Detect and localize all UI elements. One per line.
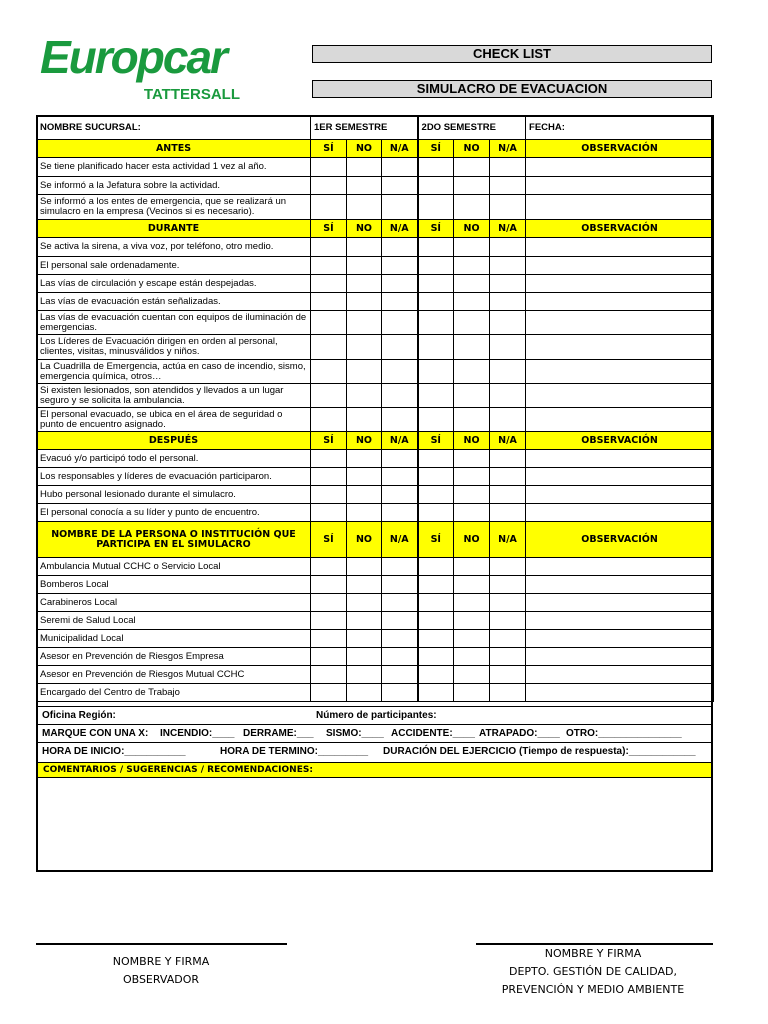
check-list-title: CHECK LIST [312,45,712,63]
col-si-header: SÍ [418,432,454,450]
durante-item: La Cuadrilla de Emergencia, actúa en caso de incendio, sismo, emergencia química, otros… [37,360,311,384]
antes-label: ANTES [37,140,311,158]
participantes-item: Asesor en Prevención de Riesgos Mutual CCHC [37,666,311,684]
col-si-header: SÍ [311,522,347,558]
col-no-header: NO [454,220,490,238]
hora-inicio-field[interactable]: HORA DE INICIO:___________ [42,746,186,757]
signature-depto [468,945,718,999]
participantes-item: Encargado del Centro de Trabajo [37,684,311,702]
col-na-header: N/A [490,522,526,558]
col-obs-header: OBSERVACIÓN [526,522,714,558]
sismo-field[interactable]: SISMO:____ [326,728,384,739]
col-si-header: SÍ [311,140,347,158]
col-no-header: NO [454,140,490,158]
col-no-header: NO [347,220,382,238]
col-obs-header: OBSERVACIÓN [526,432,714,450]
col-si-header: SÍ [311,220,347,238]
durante-item: El personal sale ordenadamente. [37,257,311,275]
marque-label: MARQUE CON UNA X: [42,728,149,739]
durante-label: DURANTE [37,220,311,238]
col-no-header: NO [347,140,382,158]
comentarios-header: COMENTARIOS / SUGERENCIAS / RECOMENDACIONES: [37,762,712,778]
incendio-field[interactable]: INCENDIO:____ [160,728,235,739]
col-si-header: SÍ [418,220,454,238]
participantes-item: Municipalidad Local [37,630,311,648]
logo-brand: Europcar [40,31,226,83]
col-no-header: NO [454,432,490,450]
fecha-label: FECHA: [526,116,714,140]
durante-item: Las vías de circulación y escape están despejadas. [37,275,311,293]
durante-item: Las vías de evacuación cuentan con equipos de iluminación de emergencias. [37,311,311,335]
col-obs-header: OBSERVACIÓN [526,220,714,238]
signature-depto-line1: NOMBRE Y FIRMA [544,947,642,960]
signature-observador [61,953,261,989]
col-na-header: N/A [490,432,526,450]
col-no-header: NO [454,522,490,558]
col-na-header: N/A [490,140,526,158]
despues-item: Los responsables y líderes de evacuación participaron. [37,468,311,486]
despues-item: Evacuó y/o participó todo el personal. [37,450,311,468]
participantes-item: Ambulancia Mutual CCHC o Servicio Local [37,558,311,576]
signature-observador-line2: OBSERVADOR [122,973,200,986]
antes-item: Se tiene planificado hacer esta actividad 1 vez al año. [37,158,311,177]
participantes-item: Asesor en Prevención de Riesgos Empresa [37,648,311,666]
derrame-field[interactable]: DERRAME:___ [243,728,314,739]
col-na-header: N/A [382,140,418,158]
col-si-header: SÍ [418,140,454,158]
col-si-header: SÍ [311,432,347,450]
oficina-label: Oficina Región: [42,710,116,721]
col-no-header: NO [347,432,382,450]
participantes-label: NOMBRE DE LA PERSONA O INSTITUCIÓN QUE PARTICIPA EN EL SIMULACRO [37,522,311,558]
col-na-header: N/A [382,220,418,238]
participantes-item: Seremi de Salud Local [37,612,311,630]
antes-item: Se informó a los entes de emergencia, que se realizará un simulacro en la empresa (Vecinos si es necesario). [37,195,311,220]
europcar-logo [40,31,250,106]
duracion-field[interactable]: DURACIÓN DEL EJERCICIO (Tiempo de respuesta):____________ [383,746,696,757]
atrapado-field[interactable]: ATRAPADO:____ [479,728,560,739]
col-na-header: N/A [382,432,418,450]
durante-item: El personal evacuado, se ubica en el área de seguridad o punto de encuentro asignado. [37,408,311,432]
participantes-item: Bomberos Local [37,576,311,594]
despues-label: DESPUÉS [37,432,311,450]
durante-item: Si existen lesionados, son atendidos y llevados a un lugar seguro y se solicita la ambulancia. [37,384,311,408]
accidente-field[interactable]: ACCIDENTE:____ [391,728,475,739]
semestre2-label: 2DO SEMESTRE [418,116,526,140]
antes-item: Se informó a la Jefatura sobre la actividad. [37,177,311,195]
durante-item: Se activa la sirena, a viva voz, por teléfono, otro medio. [37,238,311,257]
col-na-header: N/A [382,522,418,558]
semestre1-label: 1ER SEMESTRE [311,116,418,140]
participantes-item: Carabineros Local [37,594,311,612]
col-no-header: NO [347,522,382,558]
otro-field[interactable]: OTRO:_______________ [566,728,682,739]
col-obs-header: OBSERVACIÓN [526,140,714,158]
signature-depto-line2: DEPTO. GESTIÓN DE CALIDAD, [508,965,678,978]
form-frame [36,115,713,872]
col-si-header: SÍ [418,522,454,558]
signature-line-observador [36,943,287,945]
logo-sub: TATTERSALL [143,86,240,103]
durante-item: Las vías de evacuación están señalizadas. [37,293,311,311]
simulacro-title: SIMULACRO DE EVACUACION [312,80,712,98]
numero-participantes-label: Número de participantes: [316,710,437,721]
col-na-header: N/A [490,220,526,238]
signature-depto-line3: PREVENCIÓN Y MEDIO AMBIENTE [501,983,685,996]
despues-item: El personal conocía a su líder y punto de encuentro. [37,504,311,522]
durante-item: Los Líderes de Evacuación dirigen en orden al personal, clientes, visitas, minusválidos y niños. [37,335,311,360]
signature-observador-line1: NOMBRE Y FIRMA [112,955,210,968]
despues-item: Hubo personal lesionado durante el simulacro. [37,486,311,504]
hora-termino-field[interactable]: HORA DE TERMINO:_________ [220,746,369,757]
nombre-sucursal-label: NOMBRE SUCURSAL: [37,116,311,140]
